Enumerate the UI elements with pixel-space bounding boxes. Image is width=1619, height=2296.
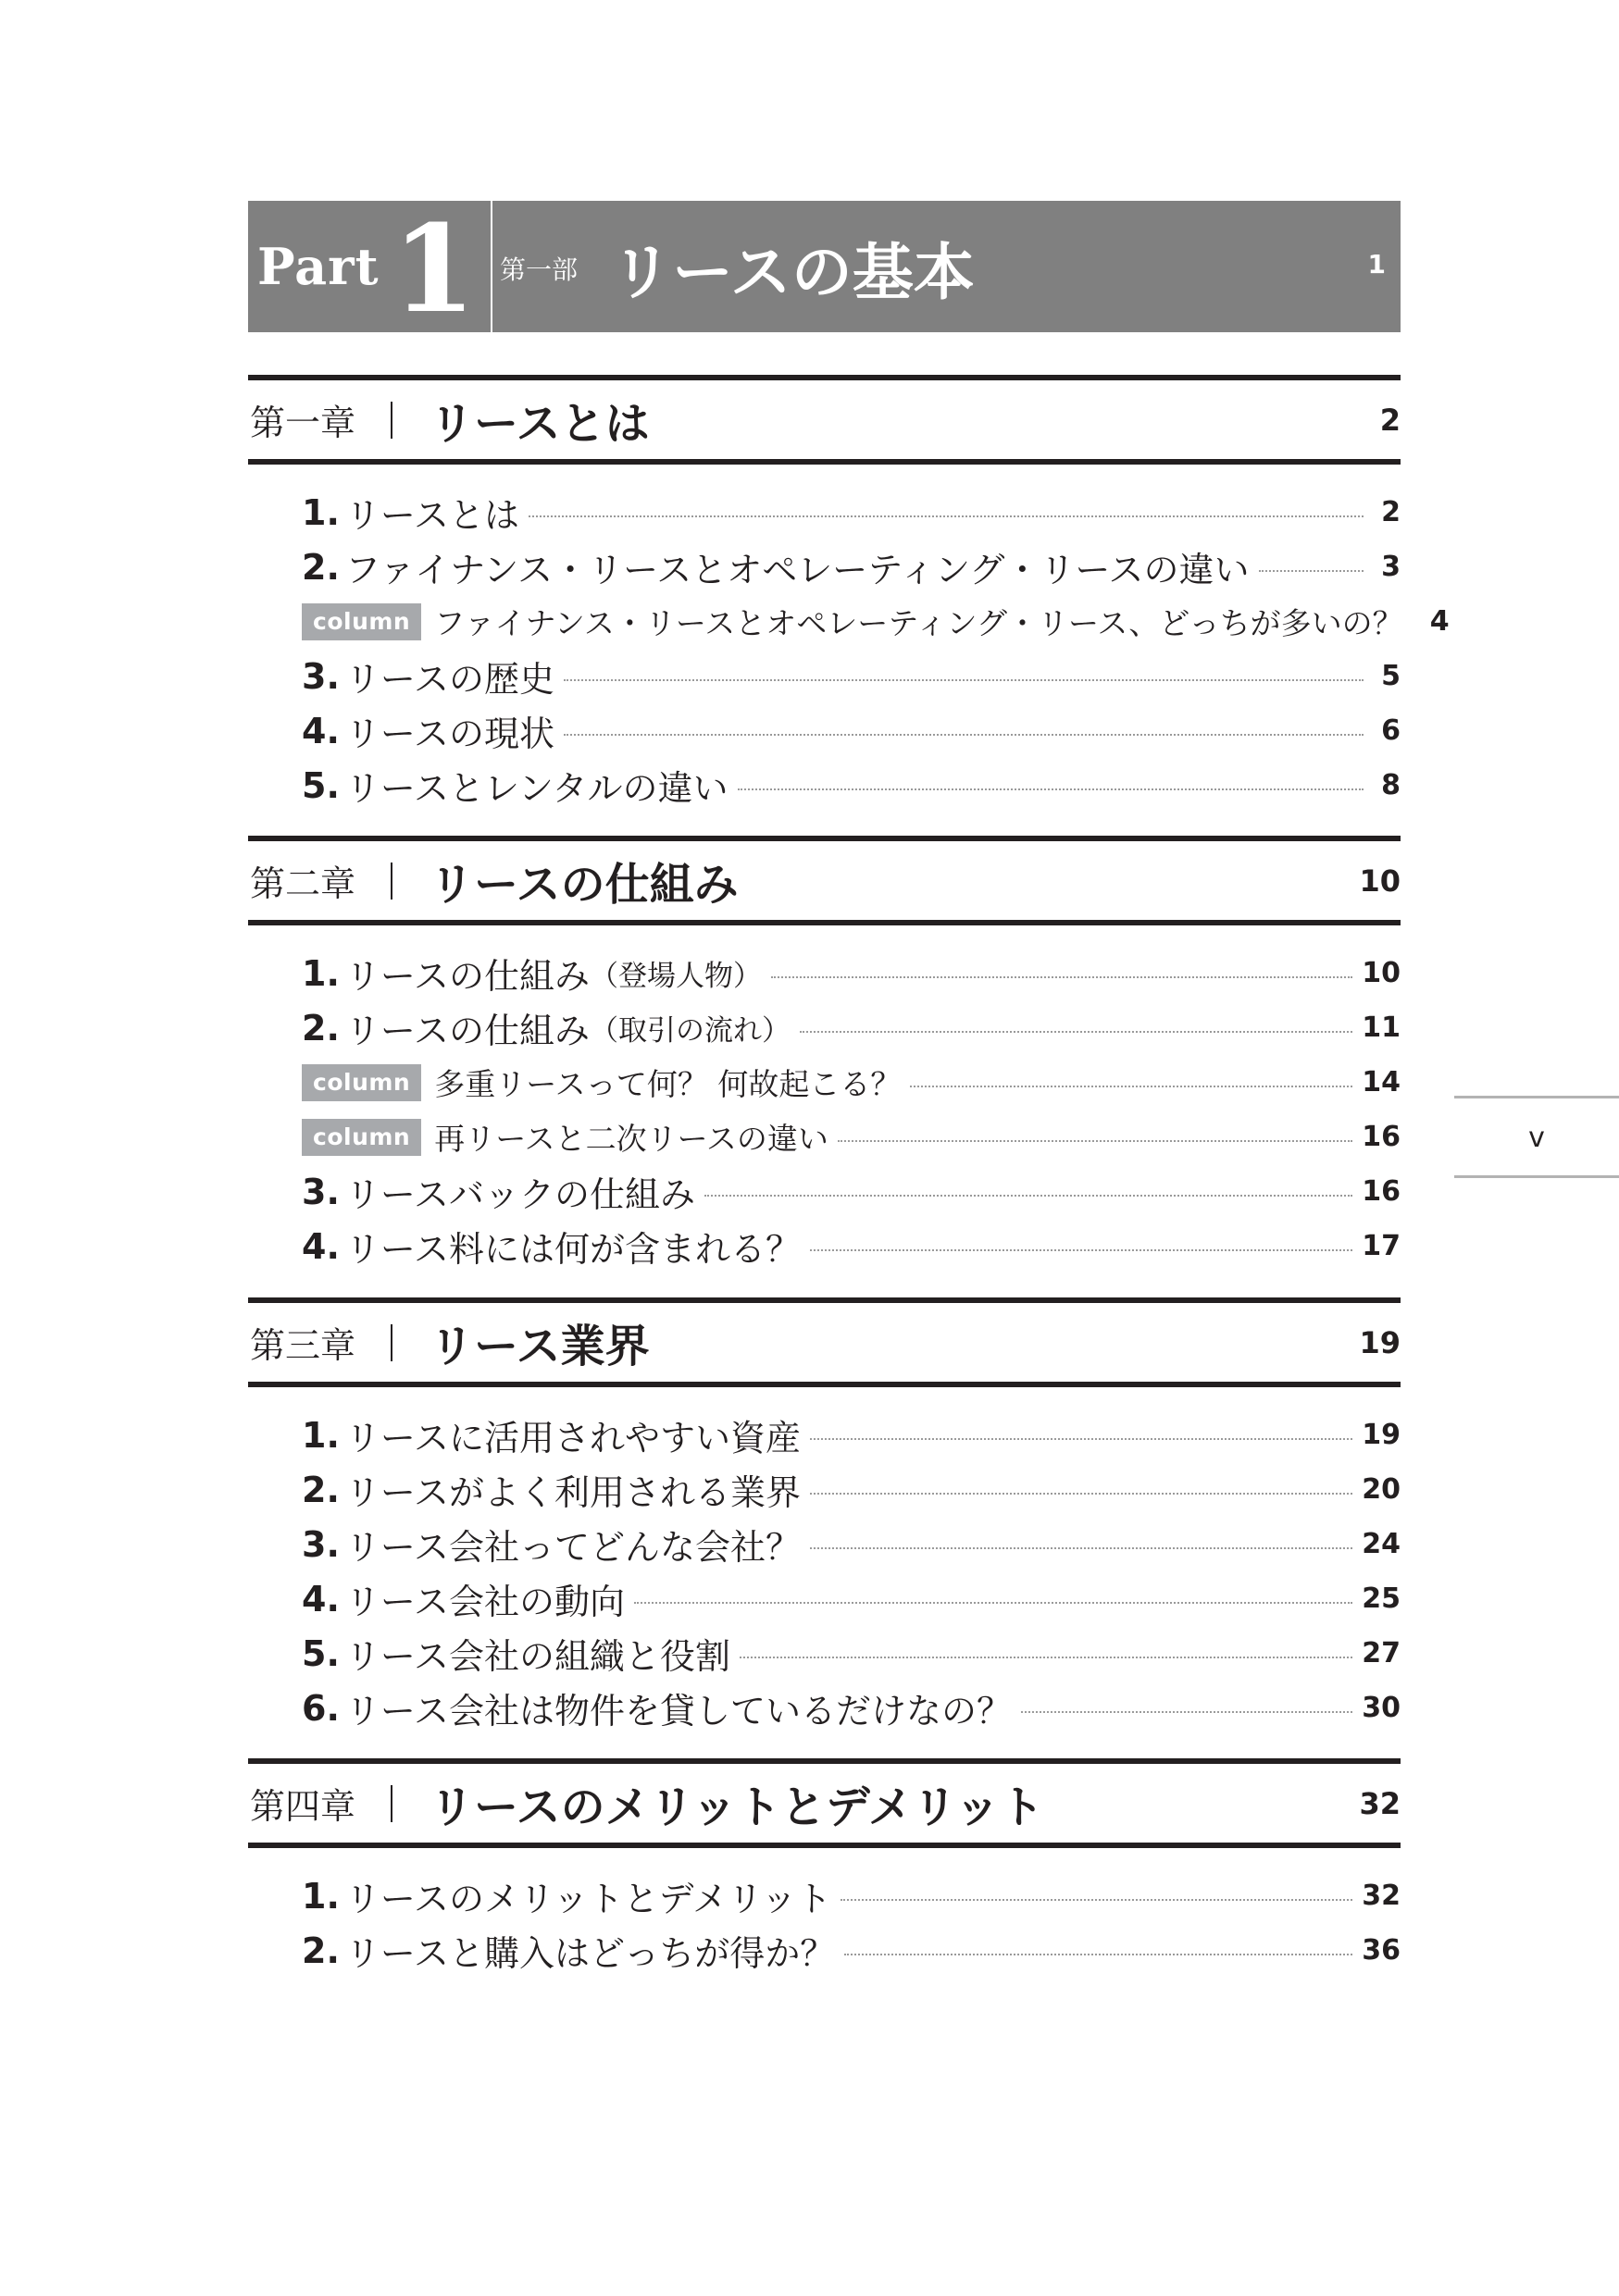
entry-title: リースの現状 — [344, 714, 554, 754]
toc-entry[interactable] — [302, 1517, 1401, 1571]
entry-number: 3. — [302, 655, 340, 697]
chapter-item-list — [248, 1868, 1401, 1978]
dotted-leader — [910, 1086, 1352, 1087]
chapter-label: 第一章 — [250, 403, 356, 443]
dotted-leader — [844, 1954, 1352, 1955]
chapter-title: リース業界 — [430, 1321, 650, 1372]
entry-title: ファイナンス・リースとオペレーティング・リースの違い — [344, 550, 1250, 590]
chapter-section — [248, 1758, 1401, 1978]
entry-title: リースの仕組み — [344, 1011, 590, 1051]
part-word: Part — [257, 237, 380, 296]
entry-number: 4. — [302, 1578, 340, 1620]
toc-entry[interactable] — [302, 946, 1401, 1000]
part-divider — [491, 201, 492, 332]
chapter-separator — [391, 863, 392, 900]
entry-title: 再リースと二次リースの違い — [434, 1121, 828, 1157]
side-tab-top-rule — [1454, 1096, 1619, 1098]
toc-entry[interactable] — [302, 1868, 1401, 1923]
dotted-leader — [738, 788, 1364, 790]
column-entry[interactable] — [302, 1055, 1401, 1110]
part-page-number: 1 — [1367, 249, 1386, 279]
entry-page-number: 14 — [1362, 1066, 1401, 1098]
chapter-item-list — [248, 485, 1450, 813]
entry-number: 1. — [302, 1414, 340, 1456]
toc-entry[interactable] — [302, 1219, 1401, 1273]
entry-page-number: 19 — [1362, 1419, 1401, 1451]
dotted-leader — [771, 976, 1352, 978]
entry-page-number: 5 — [1381, 660, 1401, 692]
entry-number: 5. — [302, 764, 340, 806]
dotted-leader — [800, 1031, 1352, 1033]
column-badge: column — [302, 1119, 421, 1156]
entry-page-number: 16 — [1362, 1121, 1401, 1153]
chapter-section — [248, 375, 1450, 813]
dotted-leader — [704, 1195, 1352, 1197]
side-page-number: v — [1528, 1122, 1545, 1154]
side-tab-bottom-rule — [1454, 1175, 1619, 1178]
dotted-leader — [634, 1602, 1352, 1604]
entry-page-number: 17 — [1362, 1230, 1401, 1262]
toc-entry[interactable] — [302, 1571, 1401, 1626]
entry-title: リースの歴史 — [344, 659, 554, 700]
toc-entry[interactable] — [302, 540, 1401, 594]
dotted-leader — [740, 1657, 1352, 1658]
entry-number: 1. — [302, 1875, 340, 1917]
entry-number: 4. — [302, 710, 340, 751]
chapter-heading[interactable] — [248, 836, 1401, 925]
entry-number: 5. — [302, 1632, 340, 1674]
dotted-leader — [838, 1140, 1352, 1142]
entry-title: リースに活用されやすい資産 — [344, 1418, 801, 1458]
entry-number: 2. — [302, 1930, 340, 1971]
column-entry[interactable] — [302, 594, 1450, 649]
chapter-section — [248, 836, 1401, 1273]
part-number: 1 — [392, 198, 477, 340]
chapter-page-number: 10 — [1359, 863, 1401, 899]
entry-number: 3. — [302, 1523, 340, 1565]
entry-title: リースがよく利用される業界 — [344, 1472, 801, 1513]
entry-subtitle: （取引の流れ） — [590, 1014, 791, 1048]
entry-page-number: 10 — [1362, 957, 1401, 989]
chapter-title: リースのメリットとデメリット — [430, 1781, 1044, 1833]
dotted-leader — [1259, 570, 1364, 572]
chapter-separator — [391, 1785, 392, 1822]
entry-title: リースとは — [344, 495, 519, 536]
entry-number: 4. — [302, 1225, 340, 1267]
chapter-title: リースとは — [430, 398, 650, 450]
entry-page-number: 27 — [1362, 1637, 1401, 1669]
toc-entry[interactable] — [302, 485, 1401, 540]
chapter-separator — [391, 1324, 392, 1361]
entry-page-number: 32 — [1362, 1880, 1401, 1912]
entry-title: リースと購入はどっちが得か？ — [344, 1933, 836, 1974]
chapter-item-list — [248, 1408, 1401, 1735]
entry-number: 3. — [302, 1171, 340, 1212]
entry-page-number: 4 — [1429, 605, 1450, 638]
toc-entry[interactable] — [302, 758, 1401, 813]
entry-page-number: 2 — [1381, 496, 1401, 528]
part-label: 第一部 — [500, 254, 579, 285]
entry-number: 2. — [302, 1007, 340, 1049]
entry-title: リースとレンタルの違い — [344, 768, 729, 809]
chapter-title: リースの仕組み — [430, 859, 739, 911]
chapter-label: 第三章 — [250, 1325, 356, 1366]
entry-title: ファイナンス・リースとオペレーティング・リース、どっちが多いの？ — [434, 605, 1403, 641]
toc-entry[interactable] — [302, 1000, 1401, 1055]
entry-number: 2. — [302, 1469, 340, 1510]
entry-title: リース会社は物件を貸しているだけなの？ — [344, 1691, 1012, 1731]
entry-page-number: 6 — [1381, 714, 1401, 747]
dotted-leader — [1021, 1711, 1352, 1713]
entry-page-number: 20 — [1362, 1473, 1401, 1506]
chapter-heading[interactable] — [248, 1758, 1401, 1848]
entry-title: 多重リースって何？ 何故起こる？ — [434, 1066, 902, 1102]
chapter-section — [248, 1297, 1401, 1735]
entry-page-number: 16 — [1362, 1175, 1401, 1208]
entry-number: 1. — [302, 491, 340, 533]
chapter-label: 第二章 — [250, 863, 356, 904]
entry-title: リース会社ってどんな会社？ — [344, 1527, 801, 1568]
entry-page-number: 30 — [1362, 1692, 1401, 1724]
column-entry[interactable] — [302, 1110, 1401, 1164]
part-title[interactable]: リースの基本 — [611, 236, 975, 308]
dotted-leader — [564, 734, 1364, 736]
part-banner — [248, 198, 1401, 340]
toc-entry[interactable] — [302, 1462, 1401, 1517]
dotted-leader — [564, 679, 1364, 681]
toc-entry[interactable] — [302, 649, 1401, 703]
chapter-page-number: 19 — [1359, 1324, 1401, 1360]
entry-title: リースのメリットとデメリット — [344, 1879, 832, 1919]
chapter-label: 第四章 — [250, 1786, 356, 1827]
chapter-page-number: 2 — [1379, 402, 1401, 438]
chapter-heading[interactable] — [248, 1297, 1401, 1387]
entry-page-number: 36 — [1362, 1934, 1401, 1967]
toc-entry[interactable] — [302, 1408, 1401, 1462]
entry-page-number: 3 — [1381, 551, 1401, 583]
toc-entry[interactable] — [302, 1626, 1401, 1681]
entry-page-number: 8 — [1381, 769, 1401, 801]
entry-title: リース料には何が含まれる？ — [344, 1229, 801, 1270]
column-badge: column — [302, 1064, 421, 1101]
entry-title: リース会社の組織と役割 — [344, 1636, 730, 1677]
entry-title: リースの仕組み — [344, 956, 590, 997]
chapter-separator — [391, 402, 392, 439]
toc-entry[interactable] — [302, 1923, 1401, 1978]
toc-entry[interactable] — [302, 703, 1401, 758]
chapter-page-number: 32 — [1359, 1785, 1401, 1821]
toc-entry[interactable] — [302, 1681, 1401, 1735]
entry-page-number: 25 — [1362, 1582, 1401, 1615]
dotted-leader — [810, 1249, 1352, 1251]
entry-number: 2. — [302, 546, 340, 588]
entry-number: 6. — [302, 1687, 340, 1729]
chapter-heading[interactable] — [248, 375, 1401, 465]
chapter-item-list — [248, 946, 1401, 1273]
entry-page-number: 24 — [1362, 1528, 1401, 1560]
entry-title: リースバックの仕組み — [344, 1174, 695, 1215]
dotted-leader — [529, 515, 1364, 517]
toc-entry[interactable] — [302, 1164, 1401, 1219]
dotted-leader — [841, 1899, 1352, 1901]
entry-title: リース会社の動向 — [344, 1582, 625, 1622]
entry-page-number: 11 — [1362, 1011, 1401, 1044]
column-badge: column — [302, 603, 421, 640]
dotted-leader — [810, 1438, 1352, 1440]
entry-number: 1. — [302, 952, 340, 994]
dotted-leader — [810, 1493, 1352, 1495]
entry-subtitle: （登場人物） — [590, 960, 762, 993]
dotted-leader — [810, 1547, 1352, 1549]
